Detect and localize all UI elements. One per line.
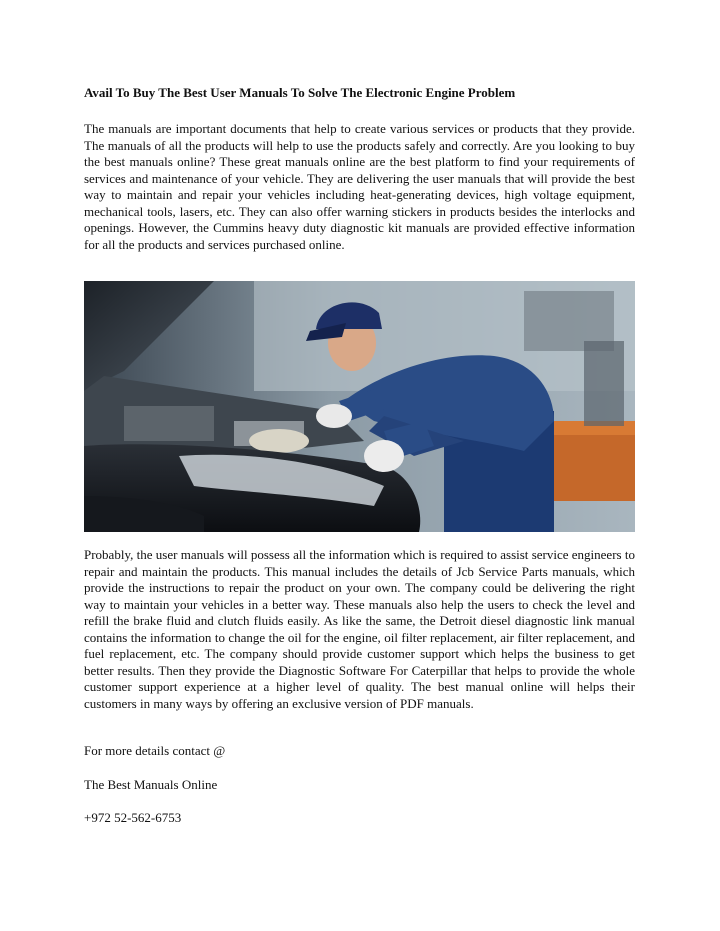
company-name: The Best Manuals Online xyxy=(84,777,218,792)
phone-number: +972 52-562-6753 xyxy=(84,810,182,825)
contact-label: For more details contact @ xyxy=(84,743,226,758)
mechanic-photo-icon xyxy=(84,281,635,532)
document-title: Avail To Buy The Best User Manuals To Solve The Electronic Engine Problem xyxy=(84,85,516,100)
paragraph-details: Probably, the user manuals will possess all the information which is required to assist service engineers to repair and maintain the products. This manual includes the details of Jcb Service Parts manuals, which provide the instructions to repair the product on your own. The company could be delivering the right way to maintain your vehicles in a better way. These manuals also help the users to check the level and refill the brake fluid and clutch fluids easily. As like the same, the Detroit diesel diagnostic link manual contains the information to change the oil for the engine, oil filter replacement, air filter replacement, and fuel replacement, etc. The company should provide customer support which helps the business to get better results. Then they provide the Diagnostic Software For Caterpillar that helps to provide the whole customer support experience at a higher level of quality. The best manual online will helps their customers in many ways by offering an exclusive version of PDF manuals. xyxy=(84,547,635,711)
mechanic-photo xyxy=(84,281,635,532)
paragraph-intro: The manuals are important documents that help to create various services or products that they provide. The manuals of all the products will help to use the products safely and correctly. Are you looking to buy the best manuals online? These great manuals online are the best platform to find your requirements of services and maintenance of your vehicle. They are delivering the user manuals that will provide the best way to maintain and repair your vehicles including heat-generating devices, high voltage equipment, mechanical tools, lasers, etc. They can also offer warning stickers in products besides the interlocks and openings. However, the Cummins heavy duty diagnostic kit manuals are provided effective information for all the products and services purchased online. xyxy=(84,121,635,252)
